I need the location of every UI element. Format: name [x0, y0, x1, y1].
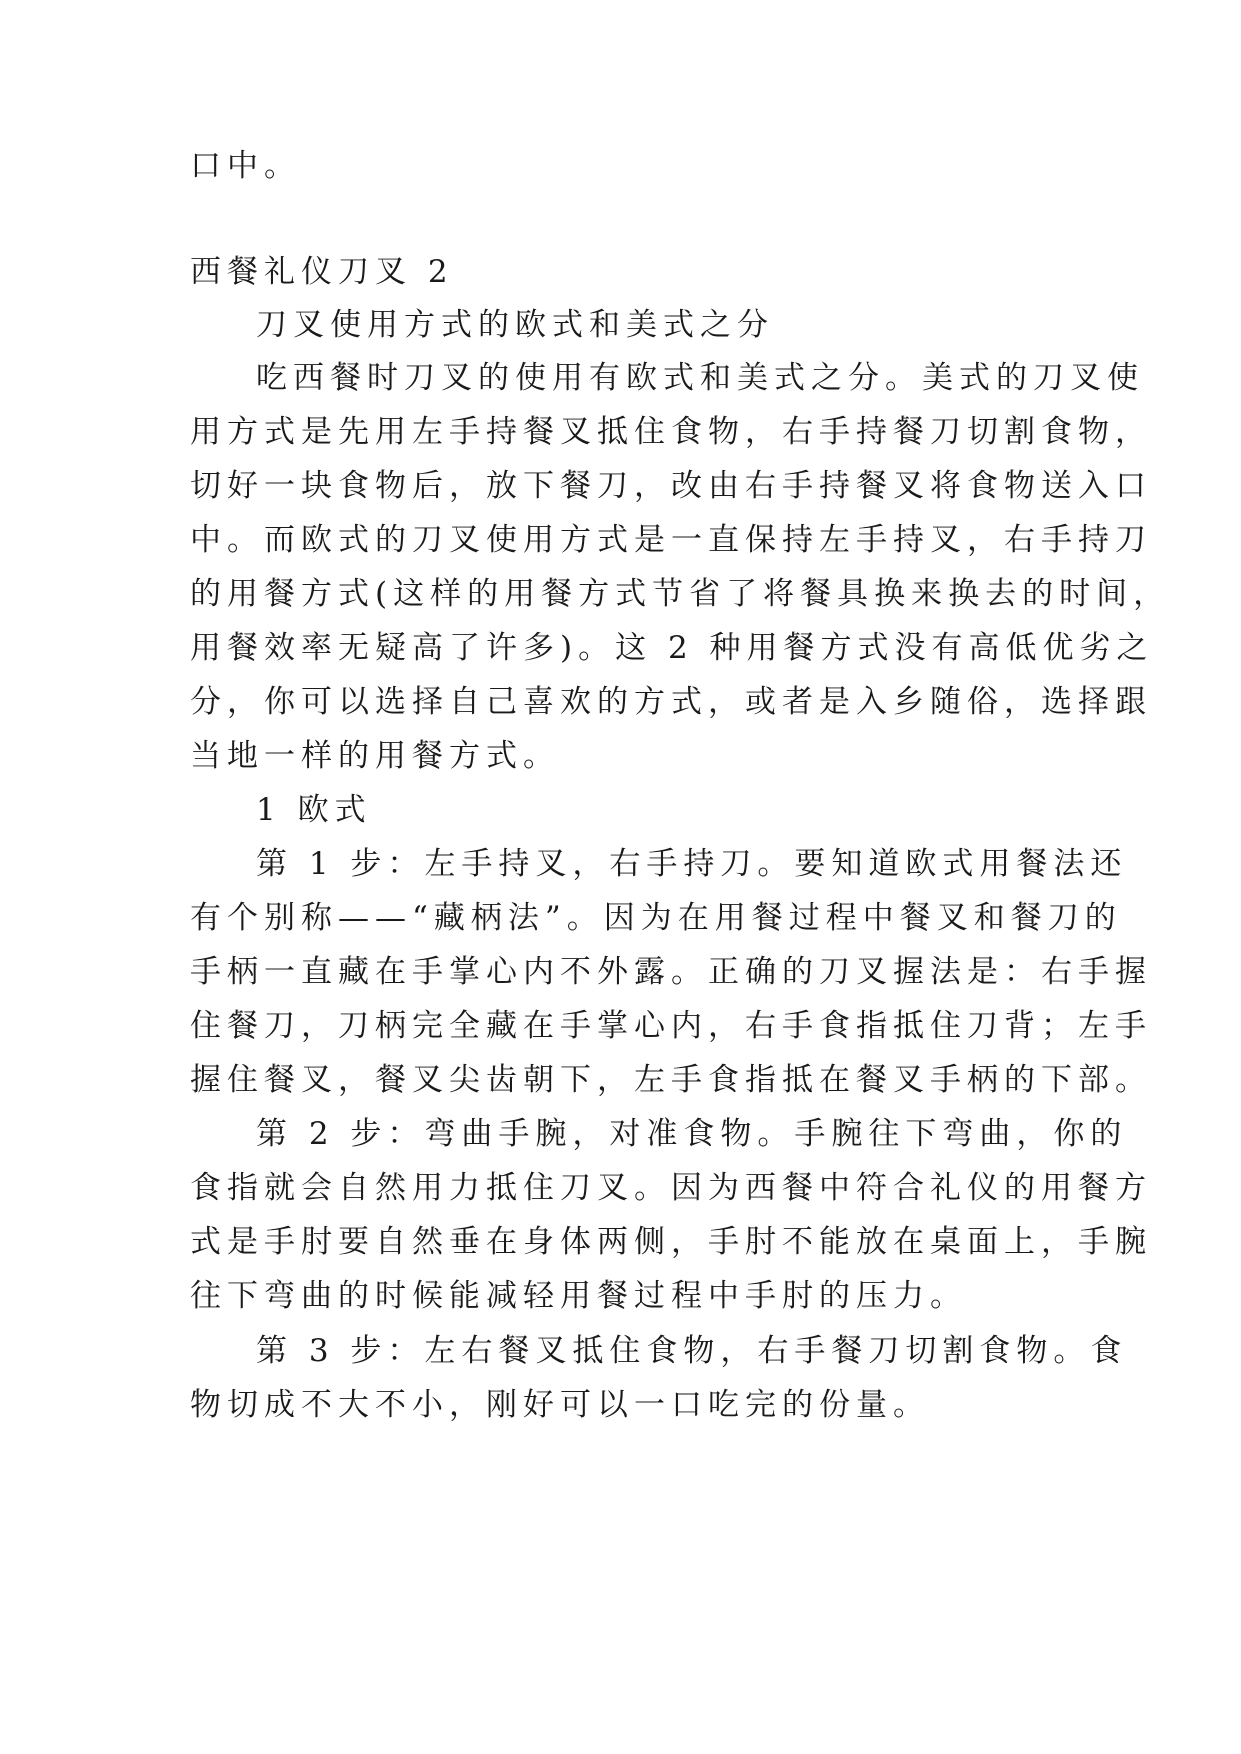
text-line: 的用餐方式(这样的用餐方式节省了将餐具换来换去的时间，	[190, 576, 1171, 612]
section-heading: 西餐礼仪刀叉 2	[190, 254, 454, 290]
text-line: 分，你可以选择自己喜欢的方式，或者是入乡随俗，选择跟	[190, 684, 1152, 720]
text-line: 握住餐叉，餐叉尖齿朝下，左手食指抵在餐叉手柄的下部。	[190, 1062, 1152, 1098]
text-line: 食指就会自然用力抵住刀叉。因为西餐中符合礼仪的用餐方	[190, 1170, 1152, 1206]
text-line: 中。而欧式的刀叉使用方式是一直保持左手持叉，右手持刀	[190, 522, 1152, 558]
text-line: 口中。	[190, 148, 301, 184]
text-line: 切好一块食物后，放下餐刀，改由右手持餐叉将食物送入口	[190, 468, 1152, 504]
text-line: 第 2 步：弯曲手腕，对准食物。手腕往下弯曲，你的	[256, 1116, 1128, 1152]
text-line: 有个别称——“藏柄法”。因为在用餐过程中餐叉和餐刀的	[190, 900, 1122, 936]
text-line: 用方式是先用左手持餐叉抵住食物，右手持餐刀切割食物，	[190, 414, 1152, 450]
text-line: 第 3 步：左右餐叉抵住食物，右手餐刀切割食物。食	[256, 1333, 1128, 1369]
subheading: 刀叉使用方式的欧式和美式之分	[256, 307, 774, 343]
text-line: 物切成不大不小，刚好可以一口吃完的份量。	[190, 1387, 930, 1423]
text-line: 手柄一直藏在手掌心内不外露。正确的刀叉握法是：右手握	[190, 954, 1152, 990]
text-line: 式是手肘要自然垂在身体两侧，手肘不能放在桌面上，手腕	[190, 1224, 1152, 1260]
text-line: 吃西餐时刀叉的使用有欧式和美式之分。美式的刀叉使	[256, 360, 1144, 396]
text-line: 住餐刀，刀柄完全藏在手掌心内，右手食指抵住刀背；左手	[190, 1008, 1152, 1044]
text-line: 当地一样的用餐方式。	[190, 738, 560, 774]
text-line: 用餐效率无疑高了许多)。这 2 种用餐方式没有高低优劣之	[190, 630, 1154, 666]
subheading: 1 欧式	[256, 792, 372, 828]
text-line: 第 1 步：左手持叉，右手持刀。要知道欧式用餐法还	[256, 846, 1128, 882]
text-line: 往下弯曲的时候能减轻用餐过程中手肘的压力。	[190, 1278, 967, 1314]
